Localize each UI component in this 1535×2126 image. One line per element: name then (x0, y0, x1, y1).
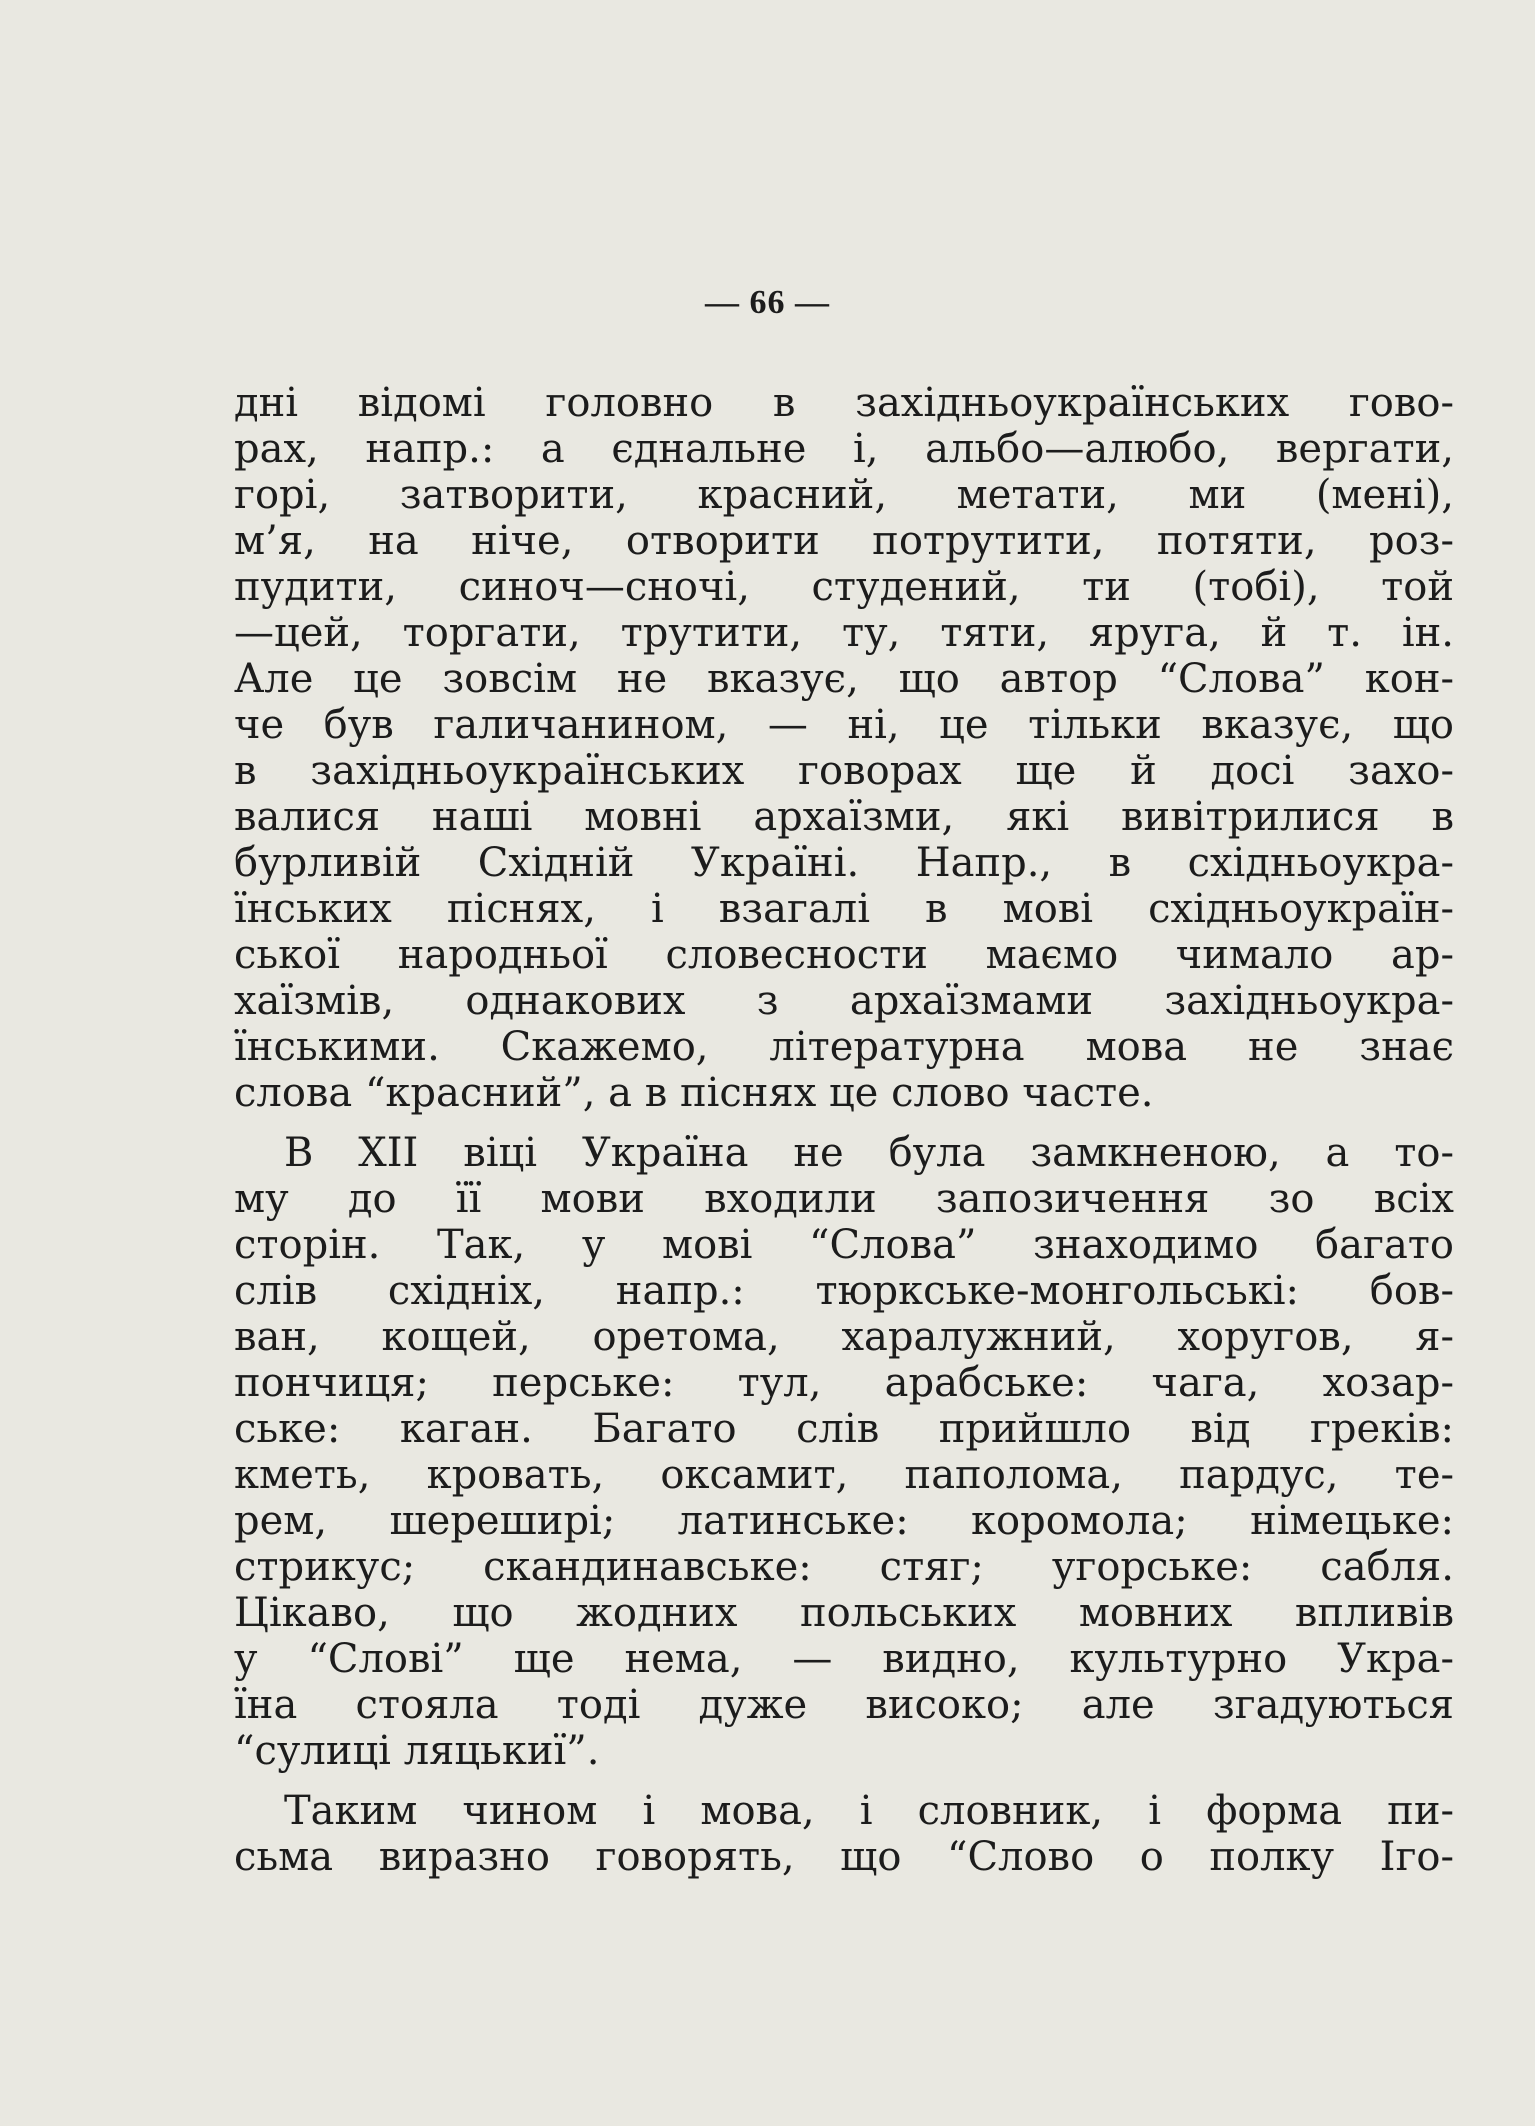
text-line: бурливій Східній Україні. Напр., в східньоукра- (234, 840, 1454, 886)
body-text (234, 380, 1454, 1880)
text-line: їнських піснях, і взагалі в мові східньоукраїн- (234, 886, 1454, 932)
text-line: Цікаво, що жодних польських мовних впливів (234, 1590, 1454, 1636)
text-line: їна стояла тоді дуже високо; але згадуються (234, 1682, 1454, 1728)
text-line: ван, кощей, оретома, харалужний, хоругов, я- (234, 1314, 1454, 1360)
text-line: в західньоукраїнських говорах ще й досі захо- (234, 748, 1454, 794)
text-line: валися наші мовні архаїзми, які вивітрилися в (234, 794, 1454, 840)
text-line: В XII віці Україна не була замкненою, а то- (284, 1130, 1454, 1176)
text-line: пудити, синоч—сночі, студений, ти (тобі), той (234, 564, 1454, 610)
paragraph-3 (234, 1788, 1454, 1880)
text-line: му до її мови входили запозичення зо всіх (234, 1176, 1454, 1222)
text-line: м’я, на ніче, отворити потрутити, потяти, роз- (234, 518, 1454, 564)
text-line: ської народньої словесности маємо чимало ар- (234, 932, 1454, 978)
text-line: дні відомі головно в західньоукраїнських гово- (234, 380, 1454, 426)
text-line: пончиця; перське: тул, арабське: чага, хозар- (234, 1360, 1454, 1406)
text-line: Таким чином і мова, і словник, і форма пи- (284, 1788, 1454, 1834)
text-line: стрикус; скандинавське: стяг; угорське: сабля. (234, 1544, 1454, 1590)
text-line: “сулиці ляцькиї”. (234, 1728, 600, 1774)
text-line: —цей, торгати, трутити, ту, тяти, яруга, й т. ін. (234, 610, 1454, 656)
text-line: у “Слові” ще нема, — видно, культурно Укра- (234, 1636, 1454, 1682)
text-line: рем, шереширі; латинське: коромола; німецьке: (234, 1498, 1454, 1544)
text-line: їнськими. Скажемо, літературна мова не знає (234, 1024, 1454, 1070)
text-line: кметь, кровать, оксамит, паполома, пардус, те- (234, 1452, 1454, 1498)
text-line: рах, напр.: а єднальне і, альбо—алюбо, вергати, (234, 426, 1454, 472)
text-line: хаїзмів, однакових з архаїзмами західньоукра- (234, 978, 1454, 1024)
text-line: сьма виразно говорять, що “Слово о полку Іго- (234, 1834, 1454, 1880)
text-line: ське: каган. Багато слів прийшло від греків: (234, 1406, 1454, 1452)
text-line: слова “красний”, а в піснях це слово часте. (234, 1070, 1154, 1116)
text-line: горі, затворити, красний, метати, ми (мені), (234, 472, 1454, 518)
text-line: че був галичанином, — ні, це тільки вказує, що (234, 702, 1454, 748)
text-line: сторін. Так, у мові “Слова” знаходимо багато (234, 1222, 1454, 1268)
text-line: слів східніх, напр.: тюркське-монгольські: бов- (234, 1268, 1454, 1314)
page-number: — 66 — (705, 284, 830, 321)
paragraph-2 (234, 1130, 1454, 1774)
paragraph-1 (234, 380, 1454, 1116)
text-line: Але це зовсім не вказує, що автор “Слова” кон- (234, 656, 1454, 702)
